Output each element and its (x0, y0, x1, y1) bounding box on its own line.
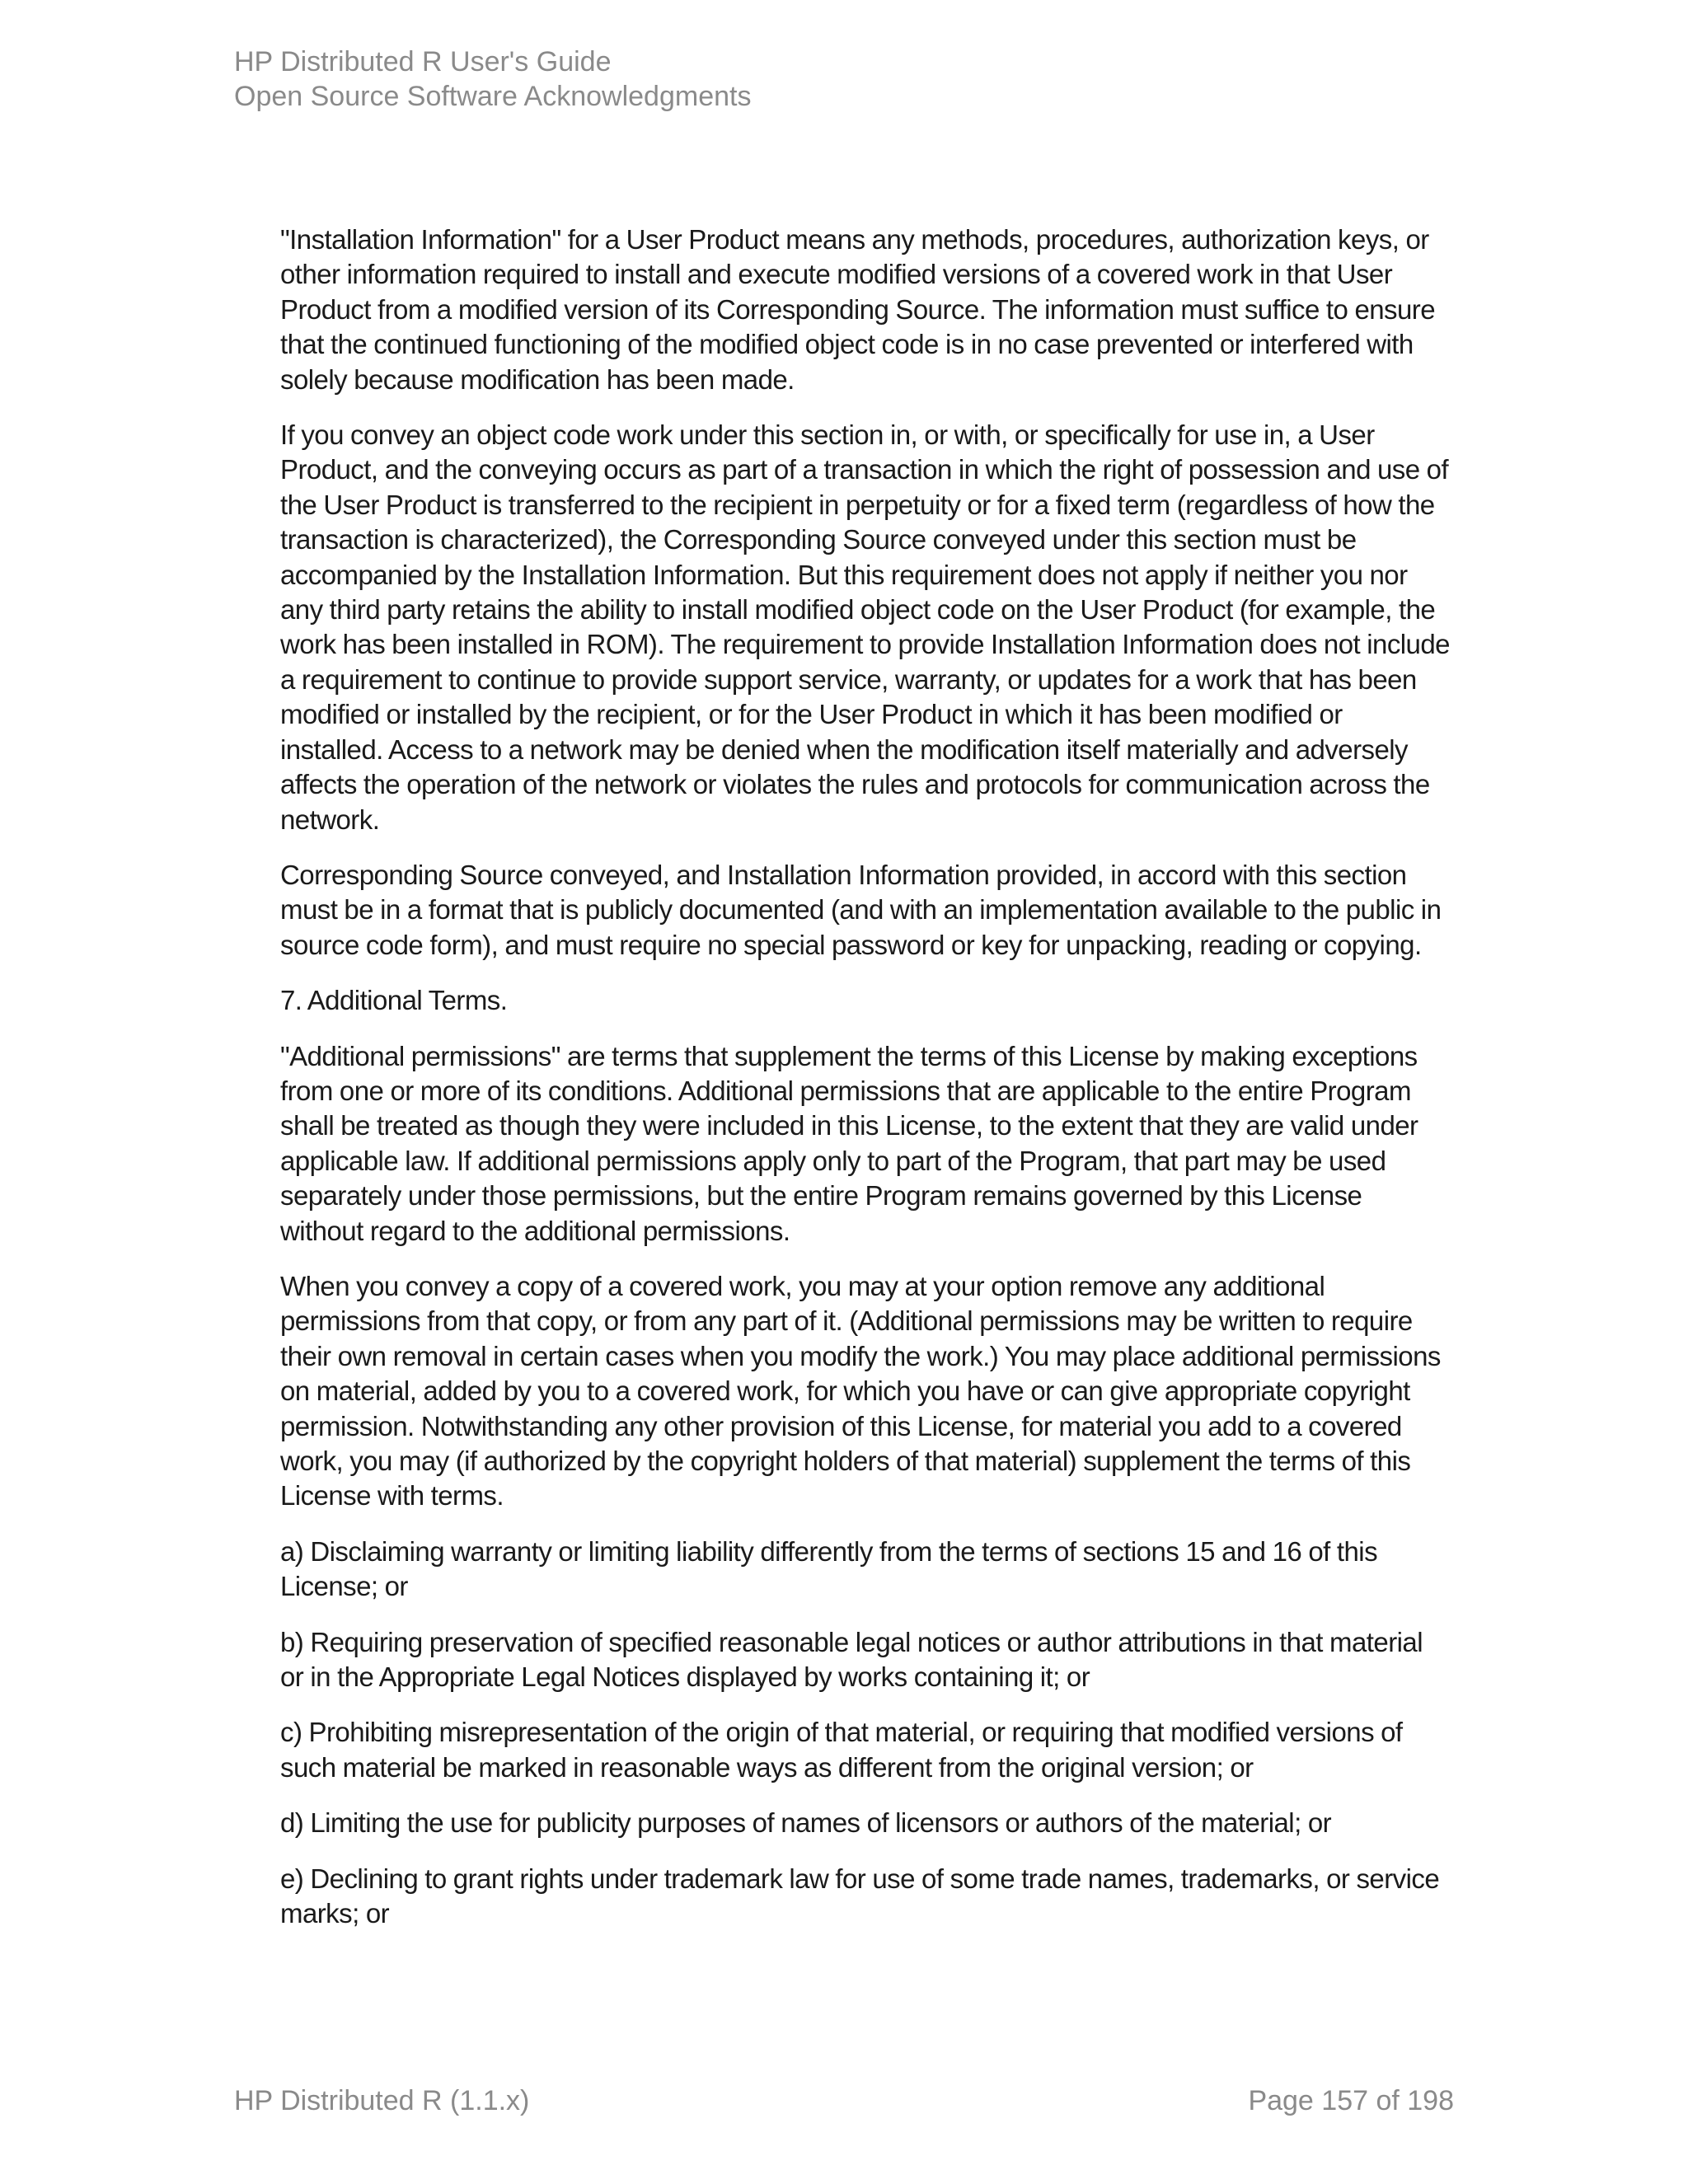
document-title: HP Distributed R User's Guide (234, 46, 612, 77)
page-number: Page 157 of 198 (1248, 2085, 1454, 2116)
footer-product: HP Distributed R (1.1.x) (234, 2085, 530, 2116)
list-item-b: b) Requiring preservation of specified reasonable legal notices or author attributions in that material or in the Appropriate Legal Notices displayed by works containing it; or (280, 1626, 1423, 1693)
list-item-c: c) Prohibiting misrepresentation of the origin of that material, or requiring that modified versions of such material be marked in reasonable ways as different from the original version; or (280, 1717, 1403, 1783)
list-item-a: a) Disclaiming warranty or limiting liability differently from the terms of sections 15 and 16 of this License; or (280, 1535, 1378, 1602)
paragraph-installation-information: "Installation Information" for a User Product means any methods, procedures, authorization keys, or other information required to install and execute modified versions of a covered work in that User Product from a modified version of its Corresponding Source. The information must suffice to ensure that the continued functioning of the modified object code is in no case prevented or interfered with solely because modification has been made. (280, 224, 1436, 395)
paragraph-source-format: Corresponding Source conveyed, and Installation Information provided, in accord with this section must be in a format that is publicly documented (and with an implementation available to the public in source code form), and must require no special password or key for unpacking, reading or copying. (280, 859, 1442, 960)
page-header (234, 45, 751, 114)
section-heading-additional-terms: 7. Additional Terms. (280, 985, 508, 1016)
paragraph-conveying-user-product: If you convey an object code work under this section in, or with, or specifically for use in, a User Product, and the conveying occurs as part of a transaction in which the right of possession and use of the User Product is transferred to the recipient in perpetuity or for a fixed term (regardless of how the transaction is characterized), the Corresponding Source conveyed under this section must be accompanied by the Installation Information. But this requirement does not apply if neither you nor any third party retains the ability to install modified object code on the User Product (for example, the work has been installed in ROM). The requirement to provide Installation Information does not include a requirement to continue to provide support service, warranty, or updates for a work that has been modified or installed by the recipient, or for the User Product in which it has been modified or installed. Access to a network may be denied when the modification itself materially and adversely affects the operation of the network or violates the rules and protocols for communication across the network. (280, 419, 1450, 835)
list-item-d: d) Limiting the use for publicity purposes of names of licensors or authors of the material; or (280, 1807, 1332, 1839)
section-title: Open Source Software Acknowledgments (234, 81, 752, 112)
list-item-e: e) Declining to grant rights under trademark law for use of some trade names, trademarks, or service marks; or (280, 1863, 1440, 1929)
paragraph-additional-permissions: "Additional permissions" are terms that supplement the terms of this License by making exceptions from one or more of its conditions. Additional permissions that are applicable to the entire Program shall be treated as though they were included in this License, to the extent that they are valid under applicable law. If additional permissions apply only to part of the Program, that part may be used separately under those permissions, but the entire Program remains governed by this License without regard to the additional permissions. (280, 1040, 1418, 1246)
paragraph-removing-permissions: When you convey a copy of a covered work, you may at your option remove any additional permissions from that copy, or from any part of it. (Additional permissions may be written to require their own removal in certain cases when you modify the work.) You may place additional permissions on material, added by you to a covered work, for which you have or can give appropriate copyright permission. Notwithstanding any other provision of this License, for material you add to a covered work, you may (if authorized by the copyright holders of that material) supplement the terms of this License with terms. (280, 1270, 1441, 1511)
document-body (280, 223, 1451, 1952)
